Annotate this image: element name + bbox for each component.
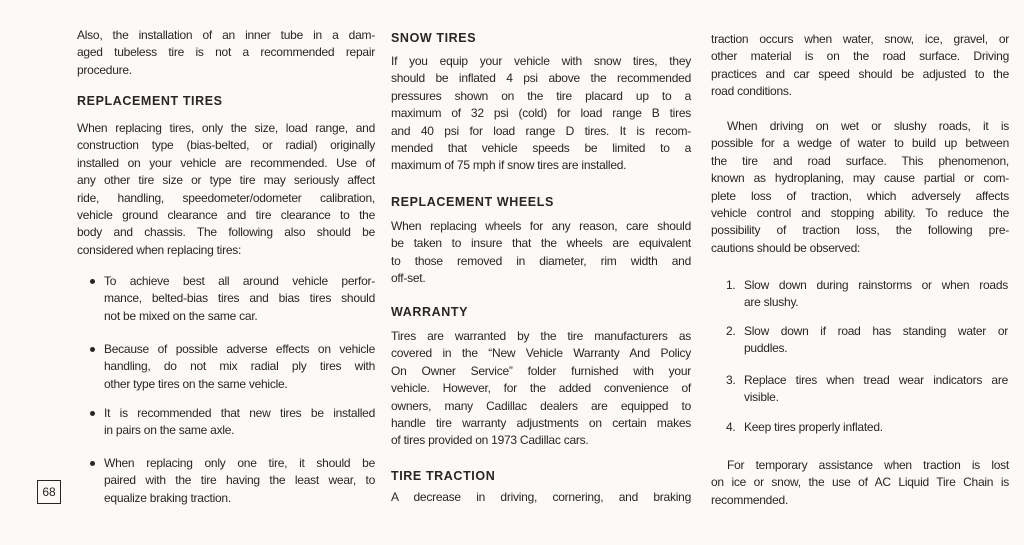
text-line: When replacing only one tire, it should be (104, 456, 375, 470)
text-line: Keep tires properly inflated. (744, 420, 883, 434)
list-number: 3. (726, 373, 736, 387)
heading-replacement-tires: REPLACEMENT TIRES (77, 94, 223, 108)
text-line: off-set. (391, 271, 426, 286)
text-line: on ice or snow, the use of AC Liquid Tire Chain is (711, 475, 1009, 490)
text-line: When replacing wheels for any reason, care should (391, 219, 691, 233)
text-line: visible. (744, 390, 779, 405)
bullet-icon (90, 411, 95, 416)
replacement-wheels-paragraph (391, 218, 691, 288)
heading-warranty: WARRANTY (391, 305, 469, 319)
heading-replacement-wheels: REPLACEMENT WHEELS (391, 195, 554, 209)
heading-tire-traction: TIRE TRACTION (391, 469, 496, 483)
warranty-paragraph (391, 328, 691, 450)
text-line: traction occurs when water, snow, ice, gravel, or (711, 32, 1009, 46)
text-line: equalize braking traction. (104, 490, 231, 505)
text-line: To achieve best all around vehicle perfor- (104, 274, 375, 288)
text-line: Because of possible adverse effects on vehicle (104, 342, 375, 356)
text-line: of tires provided on 1973 Cadillac cars. (391, 433, 589, 448)
text-line: maximum of 32 psi (cold) for load range B tires (391, 106, 691, 121)
text-line: should be inflated 4 psi above the recommended (391, 71, 691, 86)
text-line: installed on your vehicle are recommended. Use of (77, 155, 375, 170)
list-number: 2. (726, 324, 736, 338)
text-line: pressures shown on the tire placard up to a (391, 88, 691, 103)
list-number: 4. (726, 420, 736, 434)
text-line: Tires are warranted by the tire manufacturers as (391, 329, 691, 343)
text-line: aged tubeless tire is not a recommended repair (77, 45, 375, 60)
text-line: If you equip your vehicle with snow tires, they (391, 54, 691, 68)
text-line: vehicle. However, for the added convenience of (391, 381, 691, 396)
text-line: On Owner Service” folder furnished with your (391, 363, 691, 378)
closing-paragraph (711, 457, 1009, 509)
text-line: and 40 psi for load range D tires. It is recom- (391, 123, 691, 138)
snow-tires-paragraph (391, 53, 691, 175)
text-line: possible for a wedge of water to build up between (711, 136, 1009, 151)
text-line: road conditions. (711, 84, 792, 99)
text-line: to those removed in diameter, rim width and (391, 253, 691, 268)
text-line: When driving on wet or slushy roads, it is (727, 119, 1009, 133)
text-line: covered in the “New Vehicle Warranty And Policy (391, 346, 691, 361)
bullet-icon (90, 279, 95, 284)
precaution-item (726, 419, 1008, 436)
replacement-tires-paragraph (77, 120, 375, 259)
text-line: handle tire warranty adjustments on certain makes (391, 415, 691, 430)
bullet-icon (90, 461, 95, 466)
text-line: procedure. (77, 62, 132, 77)
text-line: Slow down if road has standing water or (744, 324, 1008, 338)
text-line: other type tires on the same vehicle. (104, 376, 288, 391)
text-line: When replacing tires, only the size, load range, and (77, 121, 375, 135)
bullet-item (104, 455, 375, 507)
text-line: paired with the tire having the least wear, to (104, 473, 375, 488)
text-line: practices and car speed should be adjusted to the (711, 66, 1009, 81)
text-line: ride, handling, speedometer/odometer calibration, (77, 190, 375, 205)
precaution-item (726, 323, 1008, 358)
text-line: other material is on the road surface. Driving (711, 49, 1009, 64)
text-line: known as hydroplaning, may cause partial or com- (711, 171, 1009, 186)
bullet-item (104, 341, 375, 393)
precaution-item (726, 277, 1008, 312)
text-line: any other tire size or type tire may seriously affect (77, 173, 375, 188)
tire-traction-paragraph (391, 489, 691, 506)
text-line: For temporary assistance when traction is lost (727, 458, 1009, 472)
text-line: mended that vehicle speeds be limited to a (391, 140, 691, 155)
text-line: possibility of traction loss, the following pre- (711, 223, 1009, 238)
bullet-item (104, 273, 375, 325)
text-line: plete loss of traction, which adversely affects (711, 188, 1009, 203)
text-line: in pairs on the same axle. (104, 423, 235, 438)
text-line: are slushy. (744, 295, 799, 310)
text-line: A decrease in driving, cornering, and braking (391, 490, 691, 504)
text-line: puddles. (744, 341, 788, 356)
text-line: recommended. (711, 492, 789, 507)
bullet-icon (90, 347, 95, 352)
bullet-item (104, 405, 375, 440)
text-line: considered when replacing tires: (77, 242, 242, 257)
text-line: maximum of 75 mph if snow tires are installed. (391, 158, 627, 173)
text-line: be taken to insure that the wheels are equivalent (391, 236, 691, 251)
text-line: owners, many Cadillac dealers are equipped to (391, 398, 691, 413)
intro-paragraph (77, 27, 375, 79)
text-line: not be mixed on the same car. (104, 308, 258, 323)
hydroplaning-paragraph (711, 118, 1009, 257)
text-line: Slow down during rainstorms or when roads (744, 278, 1008, 292)
traction-continued-paragraph (711, 31, 1009, 101)
text-line: Also, the installation of an inner tube in a dam- (77, 28, 375, 42)
text-line: vehicle ground clearance and tire clearance to the (77, 207, 375, 222)
text-line: Replace tires when tread wear indicators are (744, 373, 1008, 387)
text-line: cautions should be observed: (711, 240, 861, 255)
text-line: mance, belted-bias tires and bias tires should (104, 291, 375, 306)
text-line: construction type (bias-belted, or radial) originally (77, 138, 375, 153)
precaution-item (726, 372, 1008, 407)
page-number: 68 (37, 480, 61, 504)
text-line: body and chassis. The following also should be (77, 225, 375, 240)
text-line: the tire and road surface. This phenomenon, (711, 153, 1009, 168)
text-line: handling, do not mix radial ply tires with (104, 359, 375, 374)
list-number: 1. (726, 278, 736, 292)
heading-snow-tires: SNOW TIRES (391, 31, 477, 45)
text-line: vehicle control and stopping ability. To reduce the (711, 205, 1009, 220)
text-line: It is recommended that new tires be installed (104, 406, 375, 420)
